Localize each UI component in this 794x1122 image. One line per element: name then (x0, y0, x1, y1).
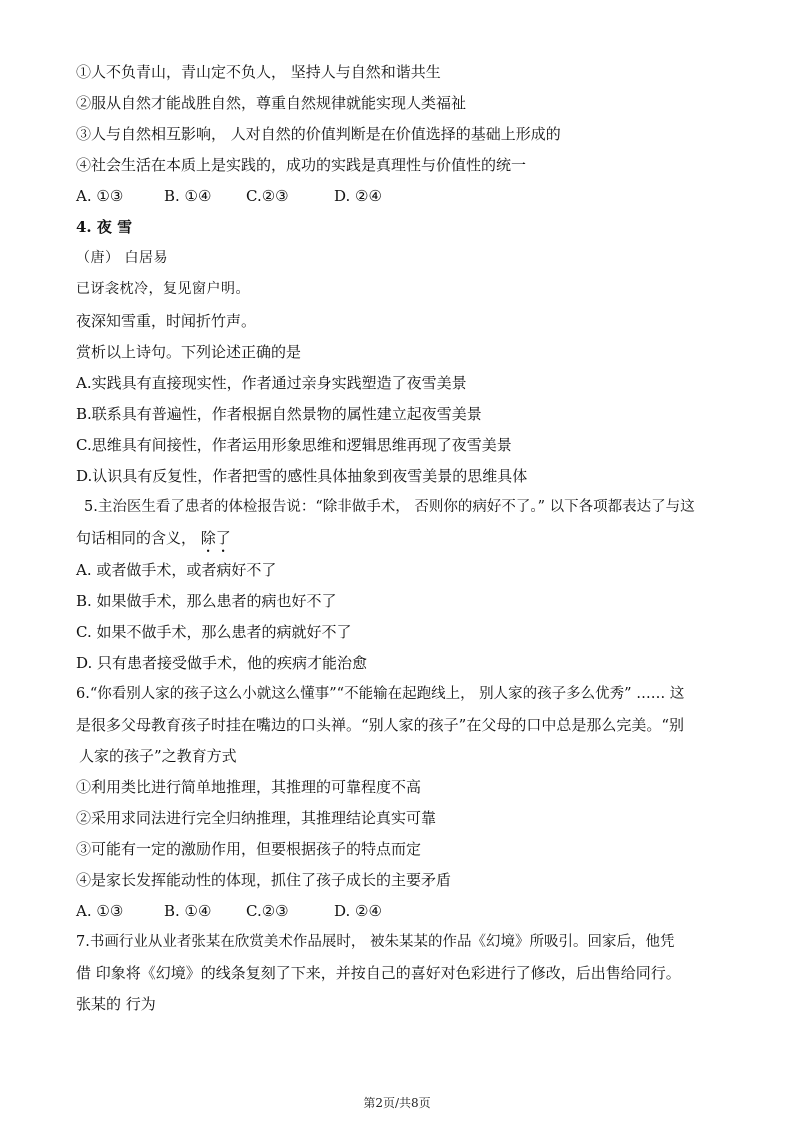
q6-stem-line-2: 是很多父母教育孩子时挂在嘴边的口头禅。“别人家的孩子”在父母的口中总是那么完美。“别 (76, 716, 685, 734)
q6-option-c: C.②③ (246, 902, 289, 920)
q5-option-d: D. 只有患者接受做手术，他的疾病才能治愈 (76, 654, 368, 672)
q7-stem-line-3: 张某的 行为 (76, 995, 156, 1013)
q5-option-a: A. 或者做手术，或者病好不了 (76, 561, 277, 579)
q6-option-d: D. ②④ (334, 902, 382, 920)
q3-option-d: D. ②④ (334, 187, 382, 205)
q3-option-a: A. ①③ (76, 187, 124, 205)
q3-option-c: C.②③ (246, 187, 289, 205)
q3-statement-4: ④社会生活在本质上是实践的，成功的实践是真理性与价值性的统一 (76, 156, 527, 174)
q4-option-a: A.实践具有直接现实性，作者通过亲身实践塑造了夜雪美景 (76, 374, 467, 392)
q5-option-b: B. 如果做手术，那么患者的病也好不了 (76, 592, 337, 610)
q4-author: （唐） 白居易 (76, 250, 168, 266)
q6-option-a: A. ①③ (76, 902, 124, 920)
q3-options (76, 186, 382, 206)
q6-statement-4: ④是家长发挥能动性的体现，抓住了孩子成长的主要矛盾 (76, 871, 452, 889)
q6-stem-line-3: 人家的孩子”之教育方式 (79, 747, 237, 765)
q4-option-c: C.思维具有间接性，作者运用形象思维和逻辑思维再现了夜雪美景 (76, 436, 512, 454)
q4-poem-line-2: 夜深知雪重，时闻折竹声。 (76, 312, 257, 330)
q6-stem-line-1: 6.“你看别人家的孩子这么小就这么懂事”“不能输在起跑线上， 别人家的孩子多么优秀” …… 这 (76, 686, 685, 702)
q4-poem-line-1: 已讶衾枕冷，复见窗户明。 (76, 281, 250, 297)
q6-statement-1: ①利用类比进行简单地推理，其推理的可靠程度不高 (76, 778, 422, 796)
q4-title: 4. 夜 雪 (76, 218, 133, 236)
q6-option-b: B. ①④ (164, 902, 212, 920)
q7-stem-line-1: 7.书画行业从业者张某在欣赏美术作品展时， 被朱某某的作品《幻境》所吸引。回家后，他凭 (76, 934, 675, 950)
q4-option-b: B.联系具有普遍性，作者根据自然景物的属性建立起夜雪美景 (76, 405, 482, 423)
q5-stem-line-2 (76, 528, 231, 556)
q5-stem-line-1: 5.主治医生看了患者的体检报告说：“除非做手术， 否则你的病好不了。” 以下各项都表达了与这 (84, 499, 695, 515)
q4-option-d: D.认识具有反复性，作者把雪的感性具体抽象到夜雪美景的思维具体 (76, 467, 528, 485)
q3-statement-2: ②服从自然才能战胜自然，尊重自然规律就能实现人类福祉 (76, 94, 467, 112)
q6-statement-3: ③可能有一定的激励作用，但要根据孩子的特点而定 (76, 840, 422, 858)
q3-statement-1: ①人不负青山，青山定不负人， 坚持人与自然和谐共生 (76, 63, 441, 81)
q5-stem-prefix: 句话相同的含义， (76, 529, 201, 547)
q3-statement-3: ③人与自然相互影响， 人对自然的价值判断是在价值选择的基础上形成的 (76, 125, 561, 143)
q3-option-b: B. ①④ (164, 187, 212, 205)
q5-emphasis-word: 除了 (200, 529, 231, 547)
page-number-footer: 第2页/共8页 (363, 1096, 431, 1110)
q5-option-c: C. 如果不做手术，那么患者的病就好不了 (76, 623, 352, 641)
q6-options (76, 901, 382, 921)
q4-stem: 赏析以上诗句。下列论述正确的是 (76, 343, 302, 361)
q7-stem-line-2: 借 印象将《幻境》的线条复刻了下来，并按自己的喜好对色彩进行了修改，后出售给同行。 (76, 964, 681, 982)
q6-statement-2: ②采用求同法进行完全归纳推理，其推理结论真实可靠 (76, 809, 437, 827)
